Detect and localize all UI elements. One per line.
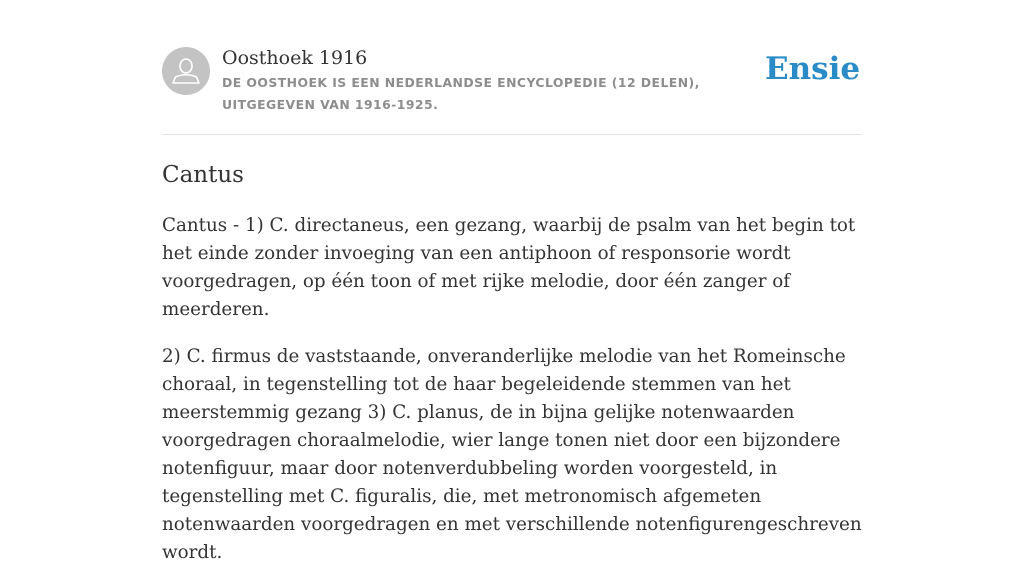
source-description: DE OOSTHOEK IS EEN NEDERLANDSE ENCYCLOPEDIE (12 DELEN), UITGEGEVEN VAN 1916-1925.: [222, 75, 700, 112]
page-container: [162, 0, 862, 563]
ensie-logo[interactable]: Ensie: [765, 51, 861, 87]
source-header: [162, 0, 862, 135]
entry-title: Cantus: [162, 162, 244, 188]
entry-body: [162, 212, 868, 586]
entry-paragraph-1: Cantus - 1) C. directaneus, een gezang, waarbij de psalm van het begin tot het einde zonder invoeging van een antiphoon of responsorie wordt voorgedragen, op één toon of met rijke melodie, door één zanger of meerderen.: [162, 215, 856, 320]
avatar[interactable]: [162, 47, 210, 95]
source-name[interactable]: Oosthoek 1916: [222, 47, 368, 69]
entry-paragraph-2: 2) C. firmus de vaststaande, onveranderlijke melodie van het Romeinsche choraal, in tegenstelling tot de haar begeleidende stemmen van het meerstemmig gezang 3) C. planus, de in bijna gelijke notenwaarden voorgedragen choraalmelodie, wier lange tonen niet door een bijzondere notenfiguur, maar door notenverdubbeling worden voorgesteld, in tegenstelling met C. figuralis, die, met metronomisch afgemeten notenwaarden voorgedragen en met verschillende notenfigurengeschreven wordt.: [162, 346, 862, 563]
user-silhouette-icon: [162, 47, 210, 95]
